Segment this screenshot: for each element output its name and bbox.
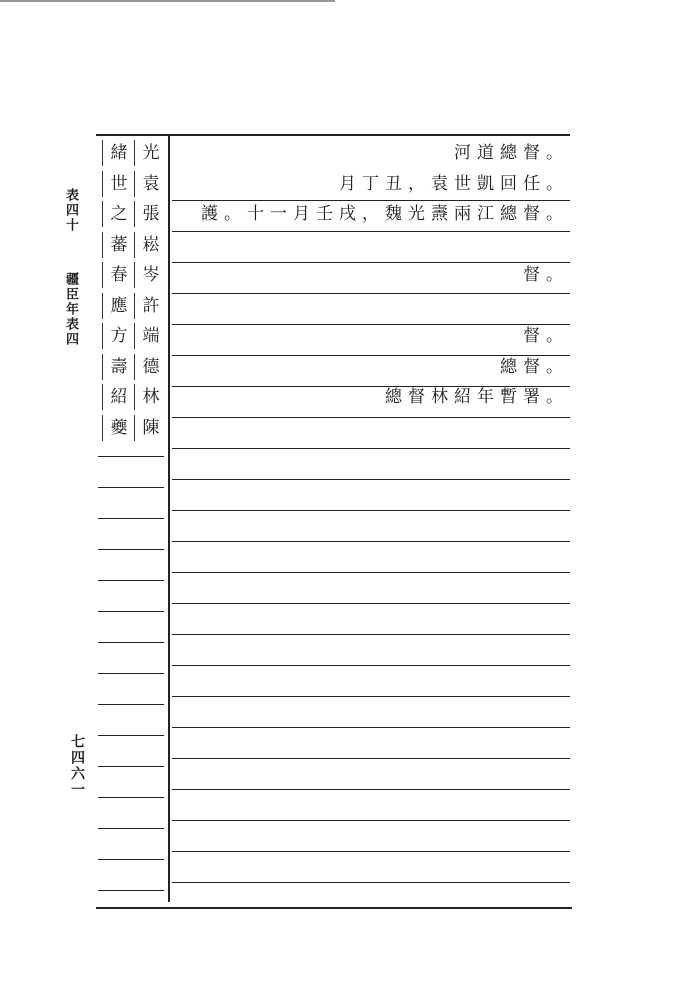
name-row-rule [98, 673, 164, 674]
name-given: 壽 [102, 354, 135, 380]
name-row-rule [98, 580, 164, 581]
name-row-rule [98, 549, 164, 550]
row-rule [172, 200, 570, 201]
row-rule [172, 882, 570, 883]
entry-text: 月丁丑，袁世凱回任。 [339, 173, 569, 194]
row-rule [172, 603, 570, 604]
row-rule [172, 448, 570, 449]
name-row-rule [98, 642, 164, 643]
name-row-rule [98, 456, 164, 457]
entry-text: 督。 [523, 265, 569, 285]
table-subtitle: 疆臣年表四 [63, 272, 78, 347]
column-divider [168, 136, 170, 902]
entry-text [176, 230, 569, 260]
name-surname: 陳 [134, 415, 167, 441]
name-given: 紹 [102, 384, 135, 410]
page-number: 七四六一 [69, 734, 85, 798]
entry-text [176, 291, 569, 321]
entry-text: 河道總督。 [454, 143, 569, 163]
name-surname: 岑 [134, 262, 167, 288]
row-rule [172, 758, 570, 759]
name-surname: 崧 [134, 232, 167, 258]
table-title: 表四十 [63, 188, 78, 233]
name-given: 之 [102, 201, 135, 227]
name-given: 春 [102, 262, 135, 288]
name-row-rule [98, 828, 164, 829]
name-row-rule [98, 704, 164, 705]
name-surname: 端 [134, 323, 167, 349]
table-bottom-border [96, 907, 572, 909]
row-rule [172, 262, 570, 263]
name-given: 緒 [102, 140, 135, 166]
row-rule [172, 231, 570, 232]
row-rule [172, 293, 570, 294]
name-given: 蕃 [102, 232, 135, 258]
entry-text: 督。 [523, 326, 569, 346]
name-row-rule [98, 766, 164, 767]
row-rule [172, 572, 570, 573]
entry-text: 總督。 [500, 356, 569, 377]
row-rule [172, 541, 570, 542]
entry-text: 總督林紹年暫署。 [385, 387, 569, 407]
name-row-rule [98, 859, 164, 860]
row-rule [172, 386, 570, 387]
name-surname: 許 [134, 293, 167, 319]
name-row-rule [98, 797, 164, 798]
name-row-rule [98, 518, 164, 519]
name-given: 方 [102, 323, 135, 349]
row-rule [172, 510, 570, 511]
name-given: 世 [102, 171, 135, 197]
row-rule [172, 851, 570, 852]
row-rule [172, 355, 570, 356]
row-rule [172, 665, 570, 666]
name-surname: 袁 [134, 171, 167, 197]
name-surname: 光 [134, 140, 167, 166]
row-rule [172, 634, 570, 635]
row-rule [172, 696, 570, 697]
name-surname: 張 [134, 201, 167, 227]
name-row-rule [98, 611, 164, 612]
row-rule [172, 479, 570, 480]
scan-top-line [0, 0, 335, 2]
row-rule [172, 789, 570, 790]
name-given: 應 [102, 293, 135, 319]
name-row-rule [98, 890, 164, 891]
row-rule [172, 727, 570, 728]
name-surname: 林 [134, 384, 167, 410]
name-given: 夔 [102, 415, 135, 441]
name-row-rule [98, 735, 164, 736]
name-surname: 德 [134, 354, 167, 380]
row-rule [172, 820, 570, 821]
entry-text: 護。十一月壬戌，魏光燾兩江總督。 [201, 204, 569, 224]
name-row-rule [98, 487, 164, 488]
row-rule [172, 417, 570, 418]
row-rule [172, 324, 570, 325]
